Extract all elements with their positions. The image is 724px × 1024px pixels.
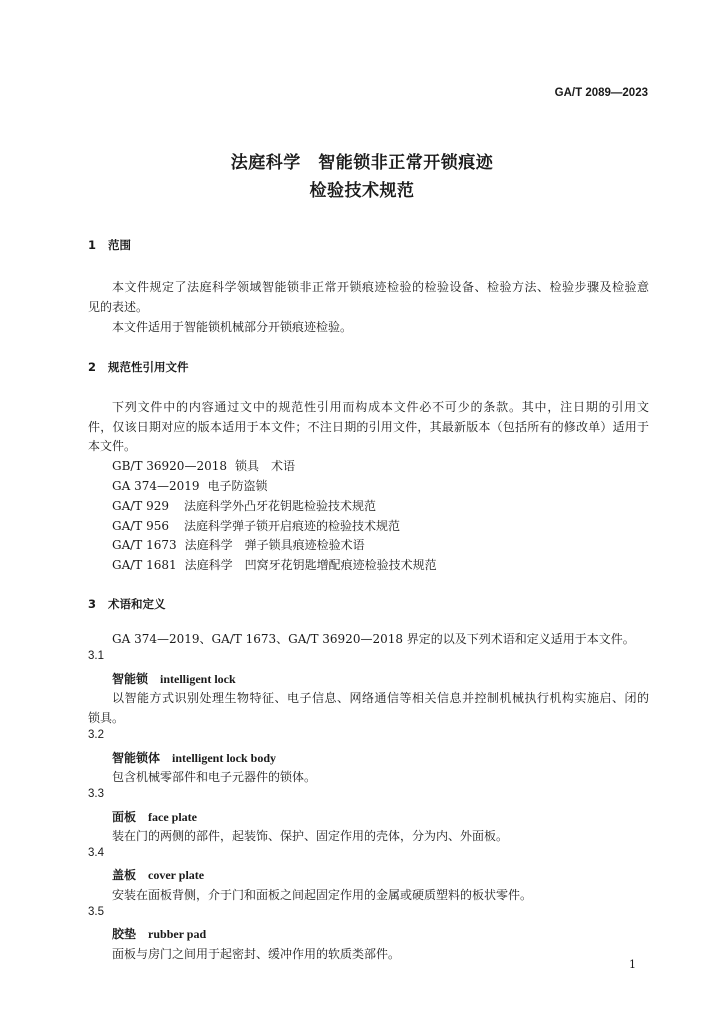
term-definition-line1: 包含机械零部件和电子元器件的锁体。	[112, 770, 317, 784]
clause-number: 3.2	[88, 729, 104, 741]
section-heading-terms	[88, 596, 166, 612]
reference-name: 法庭科学 凹窝牙花钥匙增配痕迹检验技术规范	[184, 558, 437, 572]
normative-intro-line3: 本文件。	[88, 439, 137, 453]
term-chinese: 智能锁	[112, 672, 149, 686]
reference-item	[112, 477, 268, 494]
term-english: rubber pad	[148, 927, 207, 941]
reference-name: 法庭科学弹子锁开启痕迹的检验技术规范	[184, 519, 401, 533]
section-title: 术语和定义	[108, 597, 166, 611]
reference-item	[112, 556, 437, 573]
term-entry	[112, 670, 236, 687]
term-english: intelligent lock	[160, 672, 236, 686]
clause-number: 3.1	[88, 650, 104, 662]
reference-name: 法庭科学外凸牙花钥匙检验技术规范	[184, 499, 377, 513]
scope-para1-line2: 见的表述。	[88, 300, 149, 314]
reference-code: GA/T 929	[112, 499, 170, 513]
normative-intro-line1: 下列文件中的内容通过文中的规范性引用而构成本文件必不可少的条款。其中，注日期的引用文	[112, 400, 649, 414]
term-entry	[112, 925, 206, 942]
reference-item	[112, 497, 376, 514]
term-chinese: 盖板	[112, 868, 137, 882]
reference-code: GA/T 956	[112, 519, 170, 533]
term-entry	[112, 866, 204, 883]
document-title-line1: 法庭科学 智能锁非正常开锁痕迹	[230, 153, 494, 173]
term-chinese: 胶垫	[112, 927, 137, 941]
section-number: 1	[88, 238, 97, 252]
term-chinese: 面板	[112, 810, 137, 824]
document-title-line2: 检验技术规范	[309, 181, 415, 201]
section-title: 范围	[108, 238, 131, 252]
section-heading-normative	[88, 359, 189, 375]
clause-number: 3.5	[88, 906, 104, 918]
terms-intro: GA 374—2019、GA/T 1673、GA/T 36920—2018 界定的以及下列术语和定义适用于本文件。	[112, 632, 635, 646]
normative-intro-line2: 件，仅该日期对应的版本适用于本文件；不注日期的引用文件，其最新版本（包括所有的修改单）适用于	[88, 420, 649, 434]
section-number: 2	[88, 360, 97, 374]
reference-code: GB/T 36920—2018	[112, 459, 227, 473]
term-definition-line1: 以智能方式识别处理生物特征、电子信息、网络通信等相关信息并控制机械执行机构实施启、闭的	[112, 691, 649, 705]
reference-item	[112, 536, 365, 553]
reference-code: GA/T 1681	[112, 558, 177, 572]
section-heading-scope	[88, 237, 131, 253]
scope-para2: 本文件适用于智能锁机械部分开锁痕迹检验。	[112, 320, 353, 334]
term-definition-line2: 锁具。	[88, 711, 125, 725]
reference-name: 电子防盗锁	[207, 479, 268, 493]
section-number: 3	[88, 597, 97, 611]
term-english: face plate	[148, 810, 197, 824]
term-english: intelligent lock body	[172, 751, 277, 765]
term-entry	[112, 808, 197, 825]
section-title: 规范性引用文件	[108, 360, 189, 374]
term-definition-line1: 装在门的两侧的部件，起装饰、保护、固定作用的壳体，分为内、外面板。	[112, 829, 509, 843]
reference-name: 法庭科学 弹子锁具痕迹检验术语	[184, 538, 365, 552]
standard-number: GA/T 2089—2023	[554, 87, 648, 99]
reference-item	[112, 457, 295, 474]
reference-name: 锁具 术语	[234, 459, 295, 473]
scope-para1-line1: 本文件规定了法庭科学领域智能锁非正常开锁痕迹检验的检验设备、检验方法、检验步骤及检验意	[112, 280, 649, 294]
reference-code: GA/T 1673	[112, 538, 177, 552]
term-definition-line1: 面板与房门之间用于起密封、缓冲作用的软质类部件。	[112, 947, 401, 961]
reference-code: GA 374—2019	[112, 479, 200, 493]
clause-number: 3.3	[88, 788, 104, 800]
reference-item	[112, 517, 400, 534]
term-entry	[112, 749, 276, 766]
term-definition-line1: 安装在面板背侧，介于门和面板之间起固定作用的金属或硬质塑料的板状零件。	[112, 888, 533, 902]
clause-number: 3.4	[88, 847, 104, 859]
term-chinese: 智能锁体	[112, 751, 161, 765]
term-english: cover plate	[148, 868, 205, 882]
page-number: 1	[629, 958, 636, 971]
